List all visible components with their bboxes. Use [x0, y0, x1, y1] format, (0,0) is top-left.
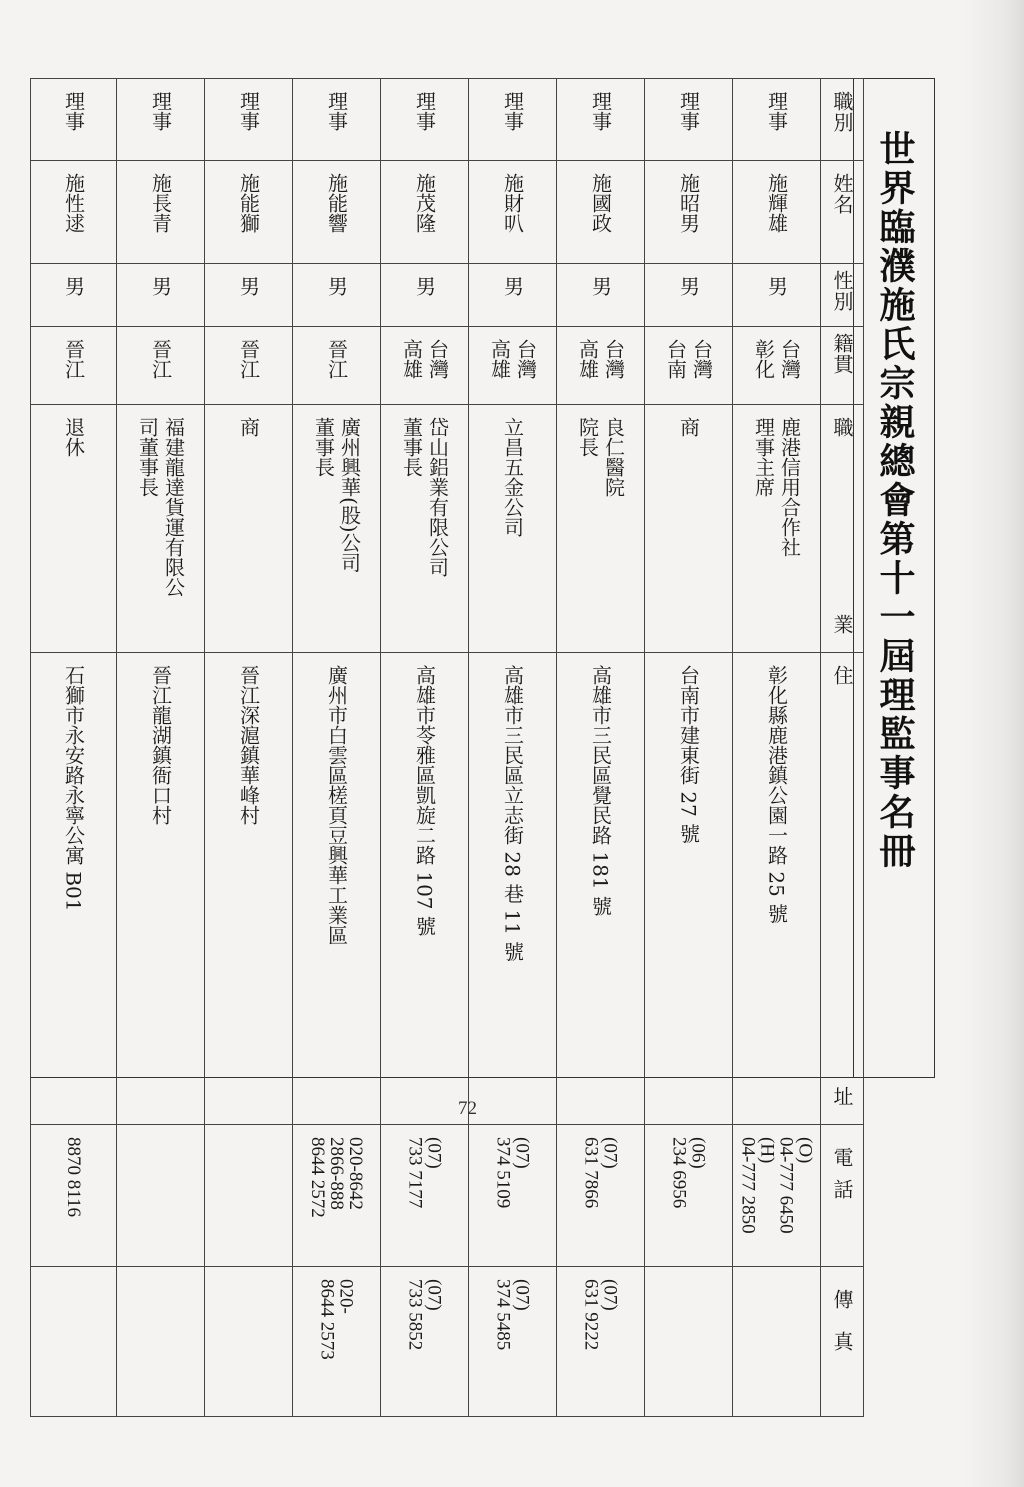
- cell-origin-2: 台灣 台南: [645, 327, 733, 405]
- cell-origin-4: 台灣 高雄: [469, 327, 557, 405]
- cell-phone-4: (07) 374 5109: [469, 1125, 557, 1267]
- row-occupation: [31, 405, 864, 653]
- cell-address-3: 高雄市三民區覺民路 181 號: [557, 653, 645, 1125]
- cell-occupation-6: 廣州興華(股)公司 董事長: [293, 405, 381, 653]
- header-origin: 籍貫: [821, 327, 864, 405]
- cell-occupation-1: 鹿港信用合作社 理事主席: [733, 405, 821, 653]
- cell-gender-5: 男: [381, 264, 469, 327]
- title-column: [853, 78, 935, 1078]
- cell-fax-3: (07) 631 9222: [557, 1267, 645, 1417]
- cell-position-9: 理事: [31, 79, 117, 161]
- cell-origin-7: 晉江: [205, 327, 293, 405]
- cell-name-9: 施性逑: [31, 161, 117, 264]
- cell-fax-8: [117, 1267, 205, 1417]
- cell-position-7: 理事: [205, 79, 293, 161]
- page-title: 世界臨濮施氏宗親總會第十一屆理監事名冊: [874, 130, 915, 871]
- header-address-bottom: 址: [830, 1086, 854, 1106]
- cell-gender-1: 男: [733, 264, 821, 327]
- cell-fax-5: (07) 733 5852: [381, 1267, 469, 1417]
- cell-name-5: 施茂隆: [381, 161, 469, 264]
- cell-name-3: 施國政: [557, 161, 645, 264]
- cell-position-8: 理事: [117, 79, 205, 161]
- cell-phone-3: (07) 631 7866: [557, 1125, 645, 1267]
- cell-fax-4: (07) 374 5485: [469, 1267, 557, 1417]
- row-gender: [31, 264, 864, 327]
- cell-position-4: 理事: [469, 79, 557, 161]
- row-position: [31, 79, 864, 161]
- cell-position-3: 理事: [557, 79, 645, 161]
- cell-phone-5: (07) 733 7177: [381, 1125, 469, 1267]
- cell-address-1: 彰化縣鹿港鎮公園一路 25 號: [733, 653, 821, 1125]
- cell-name-1: 施輝雄: [733, 161, 821, 264]
- header-gender: 性別: [821, 264, 864, 327]
- cell-gender-8: 男: [117, 264, 205, 327]
- cell-fax-9: [31, 1267, 117, 1417]
- header-position: 職別: [821, 79, 864, 161]
- cell-name-8: 施長青: [117, 161, 205, 264]
- cell-phone-7: [205, 1125, 293, 1267]
- cell-fax-7: [205, 1267, 293, 1417]
- cell-occupation-9: 退休: [31, 405, 117, 653]
- header-occupation: [821, 405, 864, 653]
- cell-gender-3: 男: [557, 264, 645, 327]
- cell-phone-1: (O) 04-777 6450 (H) 04-777 2850: [733, 1125, 821, 1267]
- cell-phone-6: 020-8642 2866-888 8644 2572: [293, 1125, 381, 1267]
- header-address-top: 住: [830, 665, 854, 685]
- cell-fax-2: [645, 1267, 733, 1417]
- cell-name-2: 施昭男: [645, 161, 733, 264]
- cell-phone-9: 8870 8116: [31, 1125, 117, 1267]
- cell-name-6: 施能響: [293, 161, 381, 264]
- row-address: [31, 653, 864, 1125]
- cell-gender-4: 男: [469, 264, 557, 327]
- cell-address-8: 晉江龍湖鎮衙口村: [117, 653, 205, 1125]
- cell-gender-9: 男: [31, 264, 117, 327]
- cell-address-9: 石獅市永安路永寧公寓 B01: [31, 653, 117, 1125]
- cell-gender-2: 男: [645, 264, 733, 327]
- header-name: 姓名: [821, 161, 864, 264]
- cell-gender-6: 男: [293, 264, 381, 327]
- row-phone: [31, 1125, 864, 1267]
- cell-phone-2: (06) 234 6956: [645, 1125, 733, 1267]
- cell-position-6: 理事: [293, 79, 381, 161]
- row-fax: [31, 1267, 864, 1417]
- cell-position-5: 理事: [381, 79, 469, 161]
- cell-name-4: 施財叭: [469, 161, 557, 264]
- cell-occupation-3: 良仁醫院 院長: [557, 405, 645, 653]
- header-occupation-bottom: 業: [830, 614, 854, 634]
- row-origin: [31, 327, 864, 405]
- cell-position-2: 理事: [645, 79, 733, 161]
- cell-address-5: 高雄市苓雅區凱旋二路 107 號: [381, 653, 469, 1125]
- cell-occupation-2: 商: [645, 405, 733, 653]
- header-address: [821, 653, 864, 1125]
- cell-occupation-5: 岱山鋁業有限公司 董事長: [381, 405, 469, 653]
- cell-origin-5: 台灣 高雄: [381, 327, 469, 405]
- cell-origin-8: 晉江: [117, 327, 205, 405]
- page-edge: [964, 0, 1024, 1487]
- cell-origin-6: 晉江: [293, 327, 381, 405]
- page-number: 72: [458, 1098, 477, 1119]
- cell-position-1: 理事: [733, 79, 821, 161]
- cell-fax-6: 020- 8644 2573: [293, 1267, 381, 1417]
- cell-origin-9: 晉江: [31, 327, 117, 405]
- cell-phone-8: [117, 1125, 205, 1267]
- cell-origin-3: 台灣 高雄: [557, 327, 645, 405]
- cell-occupation-8: 福建龍達貨運有限公 司董事長: [117, 405, 205, 653]
- header-occupation-top: 職: [830, 417, 854, 437]
- cell-occupation-4: 立昌五金公司: [469, 405, 557, 653]
- row-name: [31, 161, 864, 264]
- cell-address-6: 廣州市白雲區槎頁豆興華工業區: [293, 653, 381, 1125]
- cell-gender-7: 男: [205, 264, 293, 327]
- header-phone: 電話: [821, 1125, 864, 1267]
- cell-address-4: 高雄市三民區立志街 28 巷 11 號: [469, 653, 557, 1125]
- cell-name-7: 施能獅: [205, 161, 293, 264]
- header-fax: 傳真: [821, 1267, 864, 1417]
- roster-table: [30, 78, 864, 1417]
- cell-address-2: 台南市建東街 27 號: [645, 653, 733, 1125]
- cell-origin-1: 台灣 彰化: [733, 327, 821, 405]
- cell-occupation-7: 商: [205, 405, 293, 653]
- cell-fax-1: [733, 1267, 821, 1417]
- cell-address-7: 晉江深滬鎮華峰村: [205, 653, 293, 1125]
